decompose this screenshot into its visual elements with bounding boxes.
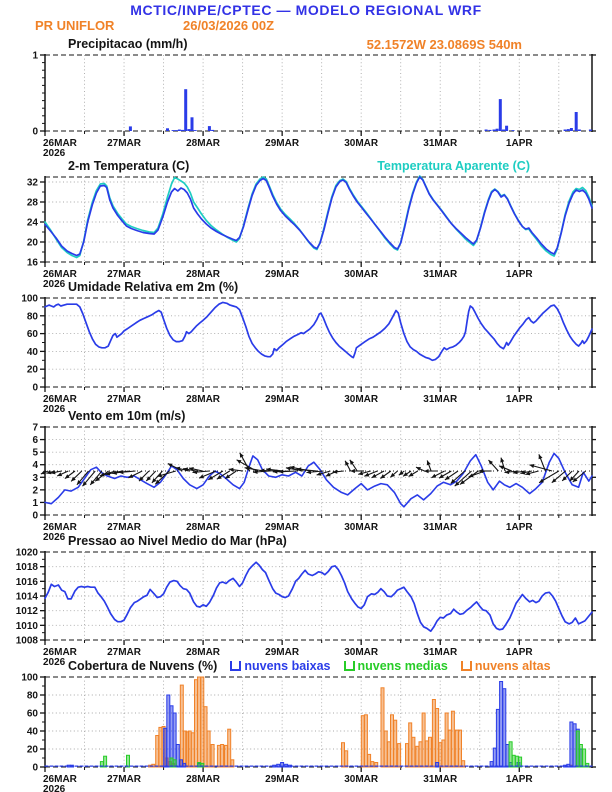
svg-text:1012: 1012 xyxy=(15,606,38,618)
svg-text:28MAR: 28MAR xyxy=(186,774,221,785)
svg-text:100: 100 xyxy=(21,672,38,684)
svg-text:27MAR: 27MAR xyxy=(107,394,141,405)
svg-text:31MAR: 31MAR xyxy=(423,138,458,149)
svg-text:0: 0 xyxy=(32,126,38,138)
svg-text:2026: 2026 xyxy=(43,148,66,159)
panel-title-rh: Umidade Relativa em 2m (%) xyxy=(68,280,239,294)
series-nuvens_baixas xyxy=(67,682,582,768)
svg-text:0: 0 xyxy=(32,510,38,522)
svg-text:29MAR: 29MAR xyxy=(265,522,300,533)
panel-title-clouds: Cobertura de Nuvens (%) xyxy=(68,659,218,673)
svg-text:29MAR: 29MAR xyxy=(265,647,300,658)
panel-wind xyxy=(32,423,596,544)
svg-text:1APR: 1APR xyxy=(505,138,533,149)
panel-precip xyxy=(32,51,596,160)
svg-text:28MAR: 28MAR xyxy=(186,138,221,149)
svg-text:3: 3 xyxy=(32,472,38,484)
svg-text:32: 32 xyxy=(26,177,38,189)
model-title: MCTIC/INPE/CPTEC — MODELO REGIONAL WRF xyxy=(130,2,482,18)
svg-text:30MAR: 30MAR xyxy=(344,774,379,785)
svg-text:26MAR: 26MAR xyxy=(43,647,77,658)
svg-text:24: 24 xyxy=(26,217,38,229)
svg-text:1APR: 1APR xyxy=(505,522,533,533)
svg-text:28MAR: 28MAR xyxy=(186,394,221,405)
svg-text:2: 2 xyxy=(32,485,38,497)
svg-text:1APR: 1APR xyxy=(505,647,533,658)
svg-text:27MAR: 27MAR xyxy=(107,774,141,785)
svg-text:31MAR: 31MAR xyxy=(423,522,458,533)
svg-text:60: 60 xyxy=(26,329,38,341)
svg-text:26MAR: 26MAR xyxy=(43,522,77,533)
svg-text:26MAR: 26MAR xyxy=(43,269,77,280)
series-pressao_nivel_mar xyxy=(45,562,592,631)
svg-text:26MAR: 26MAR xyxy=(43,394,77,405)
panel-title-slp: Pressao ao Nivel Medio do Mar (hPa) xyxy=(68,534,287,548)
svg-text:31MAR: 31MAR xyxy=(423,394,458,405)
series-precipitacao xyxy=(129,89,592,131)
svg-text:29MAR: 29MAR xyxy=(265,269,300,280)
panel-title-wind: Vento em 10m (m/s) xyxy=(68,409,186,423)
panel-temp xyxy=(27,176,596,290)
panel-title-precip: Precipitacao (mm/h) xyxy=(68,37,188,51)
svg-text:30MAR: 30MAR xyxy=(344,522,379,533)
svg-text:7: 7 xyxy=(32,422,38,434)
svg-text:1APR: 1APR xyxy=(505,269,533,280)
series-velocidade_vento xyxy=(45,453,592,506)
svg-text:29MAR: 29MAR xyxy=(265,394,300,405)
svg-text:1010: 1010 xyxy=(15,620,38,632)
svg-text:40: 40 xyxy=(26,726,38,738)
run-datetime: 26/03/2026 00Z xyxy=(183,18,275,33)
svg-text:4: 4 xyxy=(32,460,38,472)
station-name: PR UNIFLOR xyxy=(35,18,115,33)
svg-text:28MAR: 28MAR xyxy=(186,522,221,533)
svg-text:31MAR: 31MAR xyxy=(423,774,458,785)
svg-text:0: 0 xyxy=(32,382,38,394)
svg-text:6: 6 xyxy=(32,435,38,447)
svg-text:20: 20 xyxy=(26,744,38,756)
panel-clouds xyxy=(21,673,596,792)
svg-text:40: 40 xyxy=(26,346,38,358)
svg-text:30MAR: 30MAR xyxy=(344,138,379,149)
svg-text:1008: 1008 xyxy=(15,635,38,647)
svg-text:1APR: 1APR xyxy=(505,394,533,405)
panel-rh xyxy=(21,294,596,416)
svg-text:31MAR: 31MAR xyxy=(423,269,458,280)
svg-text:29MAR: 29MAR xyxy=(265,138,300,149)
svg-text:28MAR: 28MAR xyxy=(186,269,221,280)
svg-text:28: 28 xyxy=(26,197,38,209)
svg-text:1020: 1020 xyxy=(15,547,38,559)
svg-text:60: 60 xyxy=(26,708,38,720)
svg-text:20: 20 xyxy=(26,364,38,376)
svg-text:1: 1 xyxy=(32,497,38,509)
svg-text:80: 80 xyxy=(26,311,38,323)
station-coordinates: 52.1572W 23.0869S 540m xyxy=(366,37,522,52)
svg-text:2026: 2026 xyxy=(43,404,66,415)
svg-text:0: 0 xyxy=(32,762,38,774)
svg-text:26MAR: 26MAR xyxy=(43,774,77,785)
svg-text:27MAR: 27MAR xyxy=(107,647,141,658)
panel-slp xyxy=(16,548,596,669)
svg-text:27MAR: 27MAR xyxy=(107,138,141,149)
series-temperatura_2m xyxy=(45,177,592,256)
svg-text:2026: 2026 xyxy=(43,532,66,543)
svg-text:27MAR: 27MAR xyxy=(107,522,141,533)
legend-label-baixas: nuvens baixas xyxy=(244,659,331,673)
svg-text:29MAR: 29MAR xyxy=(265,774,300,785)
svg-text:27MAR: 27MAR xyxy=(107,269,141,280)
svg-text:20: 20 xyxy=(26,237,38,249)
series-wind-arrows xyxy=(41,453,592,486)
svg-text:1APR: 1APR xyxy=(505,774,533,785)
svg-text:30MAR: 30MAR xyxy=(344,647,379,658)
svg-text:2026: 2026 xyxy=(43,784,66,792)
svg-text:2026: 2026 xyxy=(43,279,66,290)
svg-text:1: 1 xyxy=(32,50,38,62)
svg-text:16: 16 xyxy=(26,257,38,269)
svg-text:31MAR: 31MAR xyxy=(423,647,458,658)
svg-text:5: 5 xyxy=(32,447,38,459)
panel-title-temp: 2-m Temperatura (C) xyxy=(68,159,190,173)
svg-text:30MAR: 30MAR xyxy=(344,394,379,405)
svg-text:1016: 1016 xyxy=(15,576,38,588)
svg-text:30MAR: 30MAR xyxy=(344,269,379,280)
svg-text:80: 80 xyxy=(26,690,38,702)
svg-text:1014: 1014 xyxy=(15,591,38,603)
svg-text:2026: 2026 xyxy=(43,657,66,668)
legend-label-medias: nuvens medias xyxy=(357,659,448,673)
svg-text:100: 100 xyxy=(21,293,38,305)
svg-text:26MAR: 26MAR xyxy=(43,138,77,149)
svg-text:28MAR: 28MAR xyxy=(186,647,221,658)
svg-text:1018: 1018 xyxy=(15,562,38,574)
legend-label-altas: nuvens altas xyxy=(474,659,551,673)
panel-title-temp-aparente: Temperatura Aparente (C) xyxy=(377,159,530,173)
